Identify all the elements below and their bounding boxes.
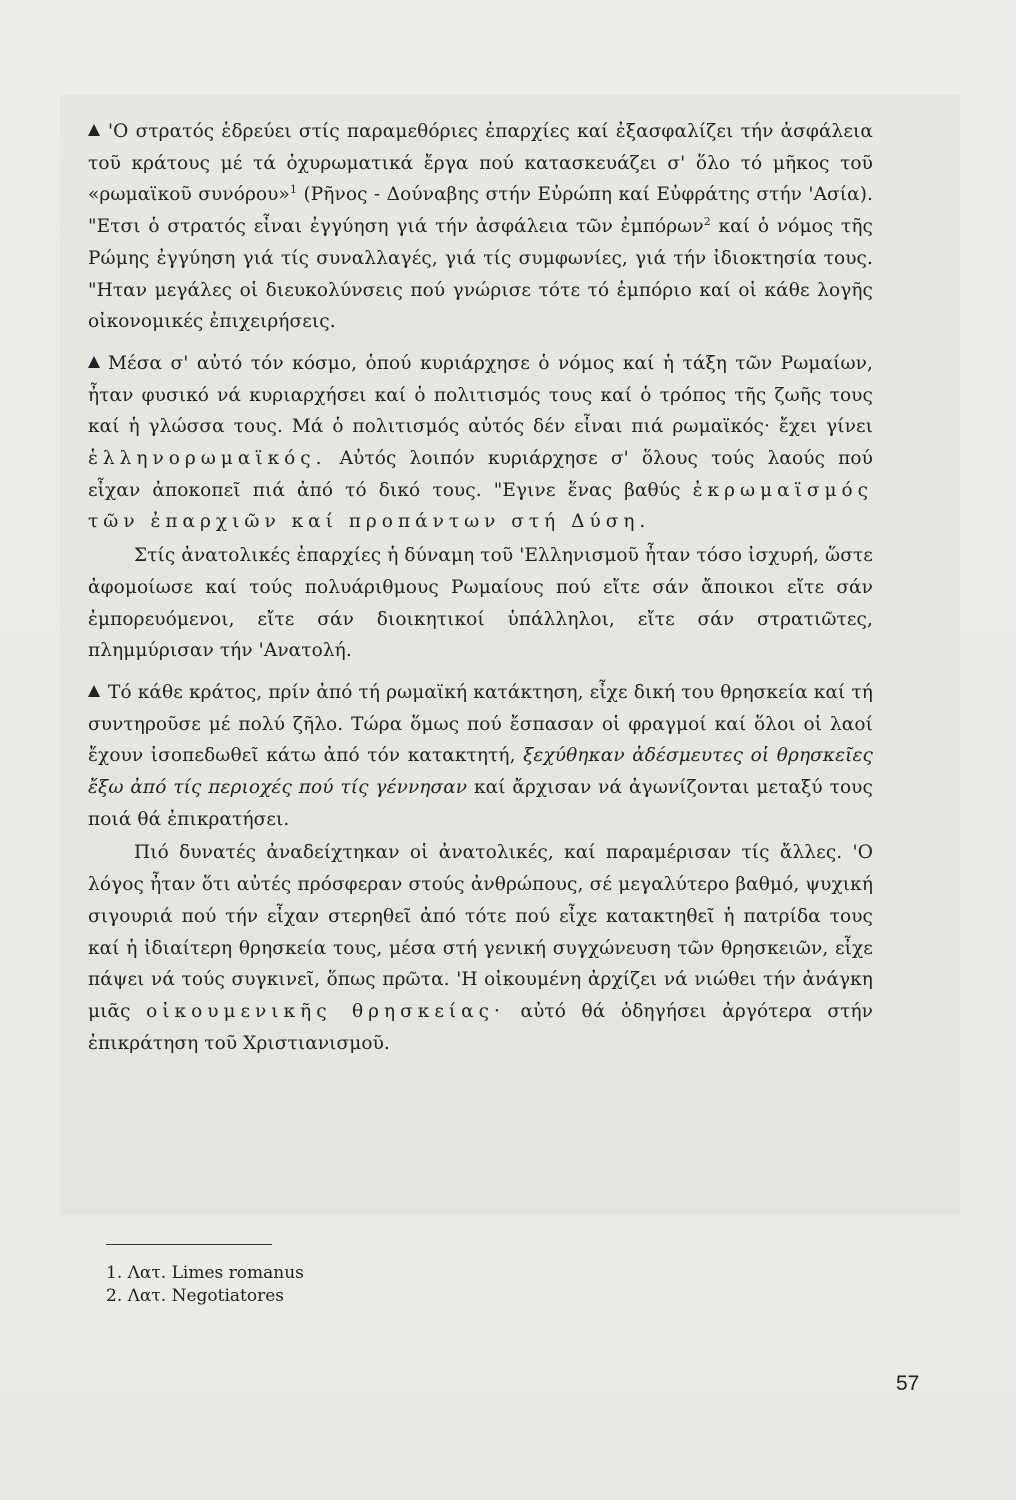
paragraph-2: Μέσα σ' αὐτό τόν κόσμο, ὁπού κυριάρχησε ὁ νόμος καί ἡ τάξη τῶν Ρωμαίων, ἦταν φυσικό νά κυριαρχήσει καί ὁ πολιτισμός τους καί ὁ τρόπος τῆς ζωῆς τους καί ἡ γλώσσα τους. Μά ὁ πολιτισμός αὐτός δέν εἶναι πιά ρωμαϊκός· ἔχει γίνει ἑλληνορωμαϊκός. Αὐτός λοιπόν κυριάρχησε σ' ὅλους τούς λαούς πού εἶχαν ἀποκοπεῖ πιά ἀπό τό δικό τους. "Εγινε ἕνας βαθύς ἐκρωμαϊσμός τῶν ἐπαρχιῶν καί προπάντων στή Δύση.: [88, 352, 873, 533]
triangle-marker-icon: [88, 124, 100, 136]
triangle-marker-icon: [88, 356, 100, 368]
page-number: 57: [896, 1372, 920, 1395]
footnote-1: 1. Λατ. Limes romanus: [106, 1263, 304, 1283]
paragraph-5: Πιό δυνατές ἀναδείχτηκαν οἱ ἀνατολικές, καί παραμέρισαν τίς ἄλλες. 'Ο λόγος ἦταν ὅτι αὐτές πρόσφεραν στούς ἀνθρώπους, σέ μεγαλύτερο βαθμό, ψυχική σιγουριά πού τήν εἶχαν στερηθεῖ ἀπό τότε πού εἶχε κατακτηθεῖ ἡ πατρίδα τους καί ἡ ἰδιαίτερη θρησκεία τους, μέσα στή γενική συγχώνευση τῶν θρησκειῶν, εἶχε πάψει νά τούς συγκινεῖ, ὅπως πρῶτα. 'Η οἰκουμένη ἀρχίζει νά νιώθει τήν ἀνάγκη μιᾶς οἰκουμενικῆς θρησκείας· αὐτό θά ὁδηγήσει ἀργότερα στήν ἐπικράτηση τοῦ Χριστιανισμοῦ.: [88, 842, 874, 1054]
paragraph-1: 'Ο στρατός ἑδρεύει στίς παραμεθόριες ἐπαρχίες καί ἐξασφαλίζει τήν ἀσφάλεια τοῦ κράτους μέ τά ὀχυρωματικά ἔργα πού κατασκευάζει σ' ὅλο τό μῆκος τοῦ «ρωμαϊκοῦ συνόρου»$^1$ (Ρῆνος - Δούναβης στήν Εὐρώπη καί Εὐφράτης στήν 'Ασία). "Ετσι ὁ στρατός εἶναι ἐγγύηση γιά τήν ἀσφάλεια τῶν ἐμπόρων$^2$ καί ὁ νόμος τῆς Ρώμης ἐγγύηση γιά τίς συναλλαγές, γιά τίς συμφωνίες, γιά τήν ἰδιοκτησία τους. "Ηταν μεγάλες οἱ διευκολύνσεις πού γνώρισε τότε τό ἐμπόριο καί οἱ κάθε λογῆς οἰκονομικές ἐπιχειρήσεις.: [88, 121, 874, 333]
footnotes: [106, 1262, 304, 1308]
triangle-marker-icon: [88, 685, 100, 697]
paragraph-3: Στίς ἀνατολικές ἐπαρχίες ἡ δύναμη τοῦ 'Ελληνισμοῦ ἦταν τόσο ἰσχυρή, ὥστε ἀφομοίωσε καί τούς πολυάριθμους Ρωμαίους πού εἴτε σάν ἄποικοι εἴτε σάν ἐμπορευόμενοι, εἴτε σάν διοικητικοί ὑπάλληλοι, εἴτε σάν στρατιῶτες, πλημμύρισαν τήν 'Ανατολή.: [88, 545, 873, 662]
body-text: [88, 116, 873, 1069]
footnote-divider: [106, 1244, 272, 1245]
paragraph-4: Τό κάθε κράτος, πρίν ἀπό τή ρωμαϊκή κατάκτηση, εἶχε δική του θρησκεία καί τή συντηροῦσε μέ πολύ ζῆλο. Τώρα ὅμως πού ἔσπασαν οἱ φραγμοί καί ὅλοι οἱ λαοί ἔχουν ἰσοπεδωθεῖ κάτω ἀπό τόν κατακτητή, ξεχύθηκαν ἀδέσμευτες οἱ θρησκεῖες ἔξω ἀπό τίς περιοχές πού τίς γέννησαν καί ἄρχισαν νά ἀγωνίζονται μεταξύ τους ποιά θά ἐπικρατήσει.: [88, 681, 873, 830]
footnote-2: 2. Λατ. Negotiatores: [106, 1286, 285, 1306]
